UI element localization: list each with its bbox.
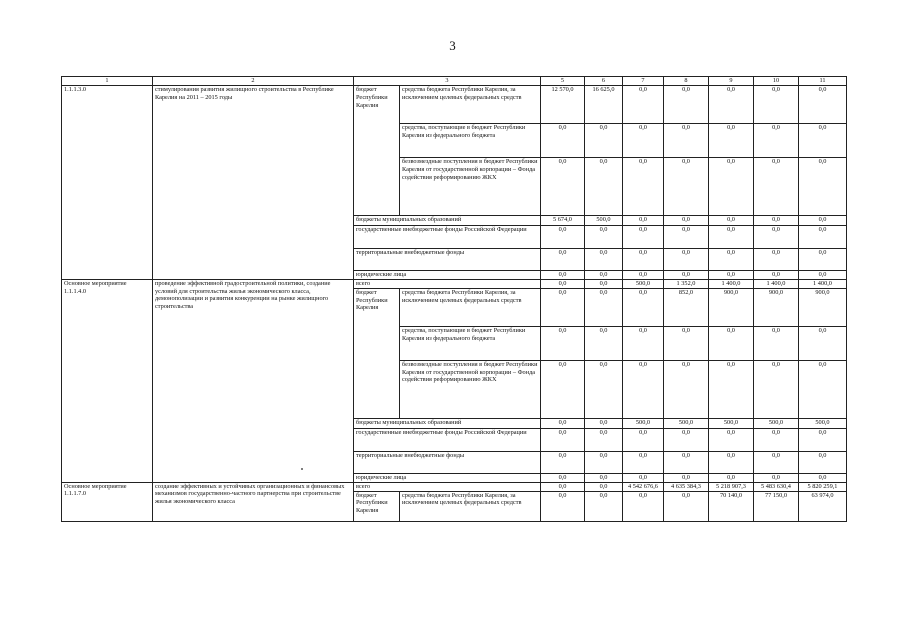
value-cell: 0,0 xyxy=(799,451,847,473)
value-cell: 16 625,0 xyxy=(585,85,623,123)
value-cell: 0,0 xyxy=(623,157,664,215)
source-label: средства бюджета Республики Карелия, за исключением целевых федеральных средств xyxy=(400,491,541,521)
source-label: юридические лица xyxy=(354,473,541,482)
value-cell: 70 140,0 xyxy=(709,491,754,521)
value-cell: 5 674,0 xyxy=(541,215,585,225)
page-number: 3 xyxy=(449,38,456,53)
column-header: 3 xyxy=(354,77,541,86)
source-label: средства бюджета Республики Карелия, за исключением целевых федеральных средств xyxy=(400,288,541,326)
value-cell: 0,0 xyxy=(754,85,799,123)
value-cell: 0,0 xyxy=(709,157,754,215)
value-cell: 0,0 xyxy=(541,428,585,451)
value-cell: 0,0 xyxy=(664,123,709,157)
value-cell: 0,0 xyxy=(623,123,664,157)
source-label: бюджеты муниципальных образований xyxy=(354,215,541,225)
value-cell: 0,0 xyxy=(664,428,709,451)
column-header: 11 xyxy=(799,77,847,86)
value-cell: 0,0 xyxy=(754,225,799,248)
value-cell: 12 570,0 xyxy=(541,85,585,123)
value-cell: 0,0 xyxy=(623,360,664,418)
column-header: 1 xyxy=(62,77,153,86)
value-cell: 0,0 xyxy=(799,85,847,123)
value-cell: 1 352,0 xyxy=(664,279,709,288)
value-cell: 0,0 xyxy=(664,270,709,279)
value-cell: 0,0 xyxy=(709,360,754,418)
value-cell: 0,0 xyxy=(799,225,847,248)
activity-name: проведение эффективной градостроительной политики, создание условий для строительства жилья экономического класса, демонополизации и развития конкуренции на рынке жилищного строительства xyxy=(153,279,354,482)
source-label: территориальные внебюджетные фонды xyxy=(354,248,541,270)
value-cell: 0,0 xyxy=(585,428,623,451)
value-cell: 0,0 xyxy=(541,225,585,248)
value-cell: 0,0 xyxy=(585,326,623,360)
activity-name: создание эффективных и устойчивых организационных и финансовых механизмов государственно-частного партнерства при строительстве жилья экономического класса xyxy=(153,482,354,521)
value-cell: 0,0 xyxy=(623,491,664,521)
value-cell: 0,0 xyxy=(541,279,585,288)
source-label: средства, поступающие в бюджет Республики Карелия из федерального бюджета xyxy=(400,326,541,360)
budget-table xyxy=(61,76,847,522)
value-cell: 0,0 xyxy=(541,248,585,270)
source-label: средства, поступающие в бюджет Республики Карелия из федерального бюджета xyxy=(400,123,541,157)
table-row xyxy=(62,482,847,491)
value-cell: 852,0 xyxy=(664,288,709,326)
value-cell: 0,0 xyxy=(623,270,664,279)
value-cell: 0,0 xyxy=(664,360,709,418)
value-cell: 500,0 xyxy=(799,418,847,428)
value-cell: 0,0 xyxy=(754,157,799,215)
value-cell: 0,0 xyxy=(754,270,799,279)
value-cell: 0,0 xyxy=(799,123,847,157)
value-cell: 0,0 xyxy=(585,288,623,326)
value-cell: 0,0 xyxy=(709,85,754,123)
source-label: всего xyxy=(354,482,541,491)
value-cell: 0,0 xyxy=(664,157,709,215)
value-cell: 0,0 xyxy=(709,215,754,225)
value-cell: 0,0 xyxy=(623,451,664,473)
value-cell: 5 820 259,1 xyxy=(799,482,847,491)
value-cell: 500,0 xyxy=(585,215,623,225)
column-header: 7 xyxy=(623,77,664,86)
value-cell: 0,0 xyxy=(799,248,847,270)
value-cell: 0,0 xyxy=(623,428,664,451)
value-cell: 0,0 xyxy=(623,473,664,482)
activity-code: 1.1.1.3.0 xyxy=(62,85,153,279)
value-cell: 0,0 xyxy=(709,326,754,360)
value-cell: 4 542 676,6 xyxy=(623,482,664,491)
value-cell: 0,0 xyxy=(754,123,799,157)
value-cell: 0,0 xyxy=(799,326,847,360)
column-header: 6 xyxy=(585,77,623,86)
value-cell: 0,0 xyxy=(664,215,709,225)
value-cell: 0,0 xyxy=(664,225,709,248)
value-cell: 500,0 xyxy=(623,418,664,428)
value-cell: 0,0 xyxy=(754,473,799,482)
value-cell: 0,0 xyxy=(585,482,623,491)
source-label: юридические лица xyxy=(354,270,541,279)
value-cell: 0,0 xyxy=(754,215,799,225)
value-cell: 0,0 xyxy=(799,360,847,418)
value-cell: 0,0 xyxy=(585,225,623,248)
value-cell: 0,0 xyxy=(754,360,799,418)
value-cell: 500,0 xyxy=(664,418,709,428)
value-cell: 4 635 384,3 xyxy=(664,482,709,491)
column-header: 5 xyxy=(541,77,585,86)
column-header: 8 xyxy=(664,77,709,86)
value-cell: 0,0 xyxy=(754,451,799,473)
source-label: государственные внебюджетные фонды Российской Федерации xyxy=(354,428,541,451)
value-cell: 0,0 xyxy=(664,491,709,521)
header-row xyxy=(62,77,847,86)
value-cell: 500,0 xyxy=(709,418,754,428)
value-cell: 0,0 xyxy=(541,270,585,279)
value-cell: 0,0 xyxy=(585,270,623,279)
source-label: бюджеты муниципальных образований xyxy=(354,418,541,428)
value-cell: 0,0 xyxy=(709,248,754,270)
scan-speck xyxy=(301,468,303,470)
value-cell: 0,0 xyxy=(585,473,623,482)
value-cell: 1 400,0 xyxy=(709,279,754,288)
value-cell: 0,0 xyxy=(623,248,664,270)
value-cell: 0,0 xyxy=(585,491,623,521)
value-cell: 0,0 xyxy=(623,215,664,225)
value-cell: 0,0 xyxy=(754,428,799,451)
value-cell: 0,0 xyxy=(541,157,585,215)
value-cell: 77 150,0 xyxy=(754,491,799,521)
value-cell: 0,0 xyxy=(585,360,623,418)
value-cell: 0,0 xyxy=(541,326,585,360)
source-label: территориальные внебюджетные фонды xyxy=(354,451,541,473)
value-cell: 0,0 xyxy=(709,123,754,157)
budget-label: бюджет Республики Карелия xyxy=(354,288,400,418)
value-cell: 0,0 xyxy=(541,123,585,157)
value-cell: 0,0 xyxy=(709,225,754,248)
value-cell: 1 400,0 xyxy=(754,279,799,288)
budget-label: бюджет Республики Карелия xyxy=(354,85,400,215)
activity-name: стимулирования развития жилищного строительства в Республике Карелия на 2011 – 2015 годы xyxy=(153,85,354,279)
activity-code: Основное мероприятие 1.1.1.7.0 xyxy=(62,482,153,521)
value-cell: 0,0 xyxy=(709,473,754,482)
value-cell: 900,0 xyxy=(754,288,799,326)
value-cell: 0,0 xyxy=(623,326,664,360)
value-cell: 0,0 xyxy=(585,279,623,288)
value-cell: 0,0 xyxy=(541,491,585,521)
value-cell: 0,0 xyxy=(709,270,754,279)
value-cell: 0,0 xyxy=(623,225,664,248)
source-label: всего xyxy=(354,279,541,288)
value-cell: 500,0 xyxy=(754,418,799,428)
value-cell: 0,0 xyxy=(541,360,585,418)
value-cell: 0,0 xyxy=(585,248,623,270)
value-cell: 0,0 xyxy=(664,451,709,473)
value-cell: 500,0 xyxy=(623,279,664,288)
source-label: средства бюджета Республики Карелия, за исключением целевых федеральных средств xyxy=(400,85,541,123)
value-cell: 0,0 xyxy=(799,157,847,215)
budget-label: бюджет Республики Карелия xyxy=(354,491,400,521)
value-cell: 1 400,0 xyxy=(799,279,847,288)
value-cell: 0,0 xyxy=(541,451,585,473)
value-cell: 0,0 xyxy=(709,428,754,451)
value-cell: 0,0 xyxy=(754,248,799,270)
value-cell: 900,0 xyxy=(709,288,754,326)
value-cell: 0,0 xyxy=(541,473,585,482)
value-cell: 0,0 xyxy=(754,326,799,360)
value-cell: 900,0 xyxy=(799,288,847,326)
table-row xyxy=(62,279,847,288)
value-cell: 0,0 xyxy=(799,270,847,279)
activity-code: Основное мероприятие 1.1.1.4.0 xyxy=(62,279,153,482)
value-cell: 0,0 xyxy=(709,451,754,473)
column-header: 10 xyxy=(754,77,799,86)
value-cell: 5 483 630,4 xyxy=(754,482,799,491)
value-cell: 0,0 xyxy=(664,85,709,123)
value-cell: 0,0 xyxy=(664,326,709,360)
value-cell: 0,0 xyxy=(664,473,709,482)
table-row xyxy=(62,85,847,123)
value-cell: 63 974,0 xyxy=(799,491,847,521)
source-label: безвозмездные поступления в бюджет Республики Карелия от государственной корпорации – Фонда содействия реформированию ЖКХ xyxy=(400,360,541,418)
column-header: 2 xyxy=(153,77,354,86)
value-cell: 0,0 xyxy=(799,428,847,451)
value-cell: 0,0 xyxy=(623,288,664,326)
source-label: государственные внебюджетные фонды Российской Федерации xyxy=(354,225,541,248)
value-cell: 0,0 xyxy=(623,85,664,123)
value-cell: 5 218 907,3 xyxy=(709,482,754,491)
column-header: 9 xyxy=(709,77,754,86)
value-cell: 0,0 xyxy=(585,451,623,473)
value-cell: 0,0 xyxy=(585,157,623,215)
value-cell: 0,0 xyxy=(541,482,585,491)
value-cell: 0,0 xyxy=(585,123,623,157)
value-cell: 0,0 xyxy=(541,288,585,326)
value-cell: 0,0 xyxy=(585,418,623,428)
value-cell: 0,0 xyxy=(541,418,585,428)
source-label: безвозмездные поступления в бюджет Республики Карелия от государственной корпорации – Фонда содействия реформированию ЖКХ xyxy=(400,157,541,215)
value-cell: 0,0 xyxy=(664,248,709,270)
value-cell: 0,0 xyxy=(799,215,847,225)
value-cell: 0,0 xyxy=(799,473,847,482)
